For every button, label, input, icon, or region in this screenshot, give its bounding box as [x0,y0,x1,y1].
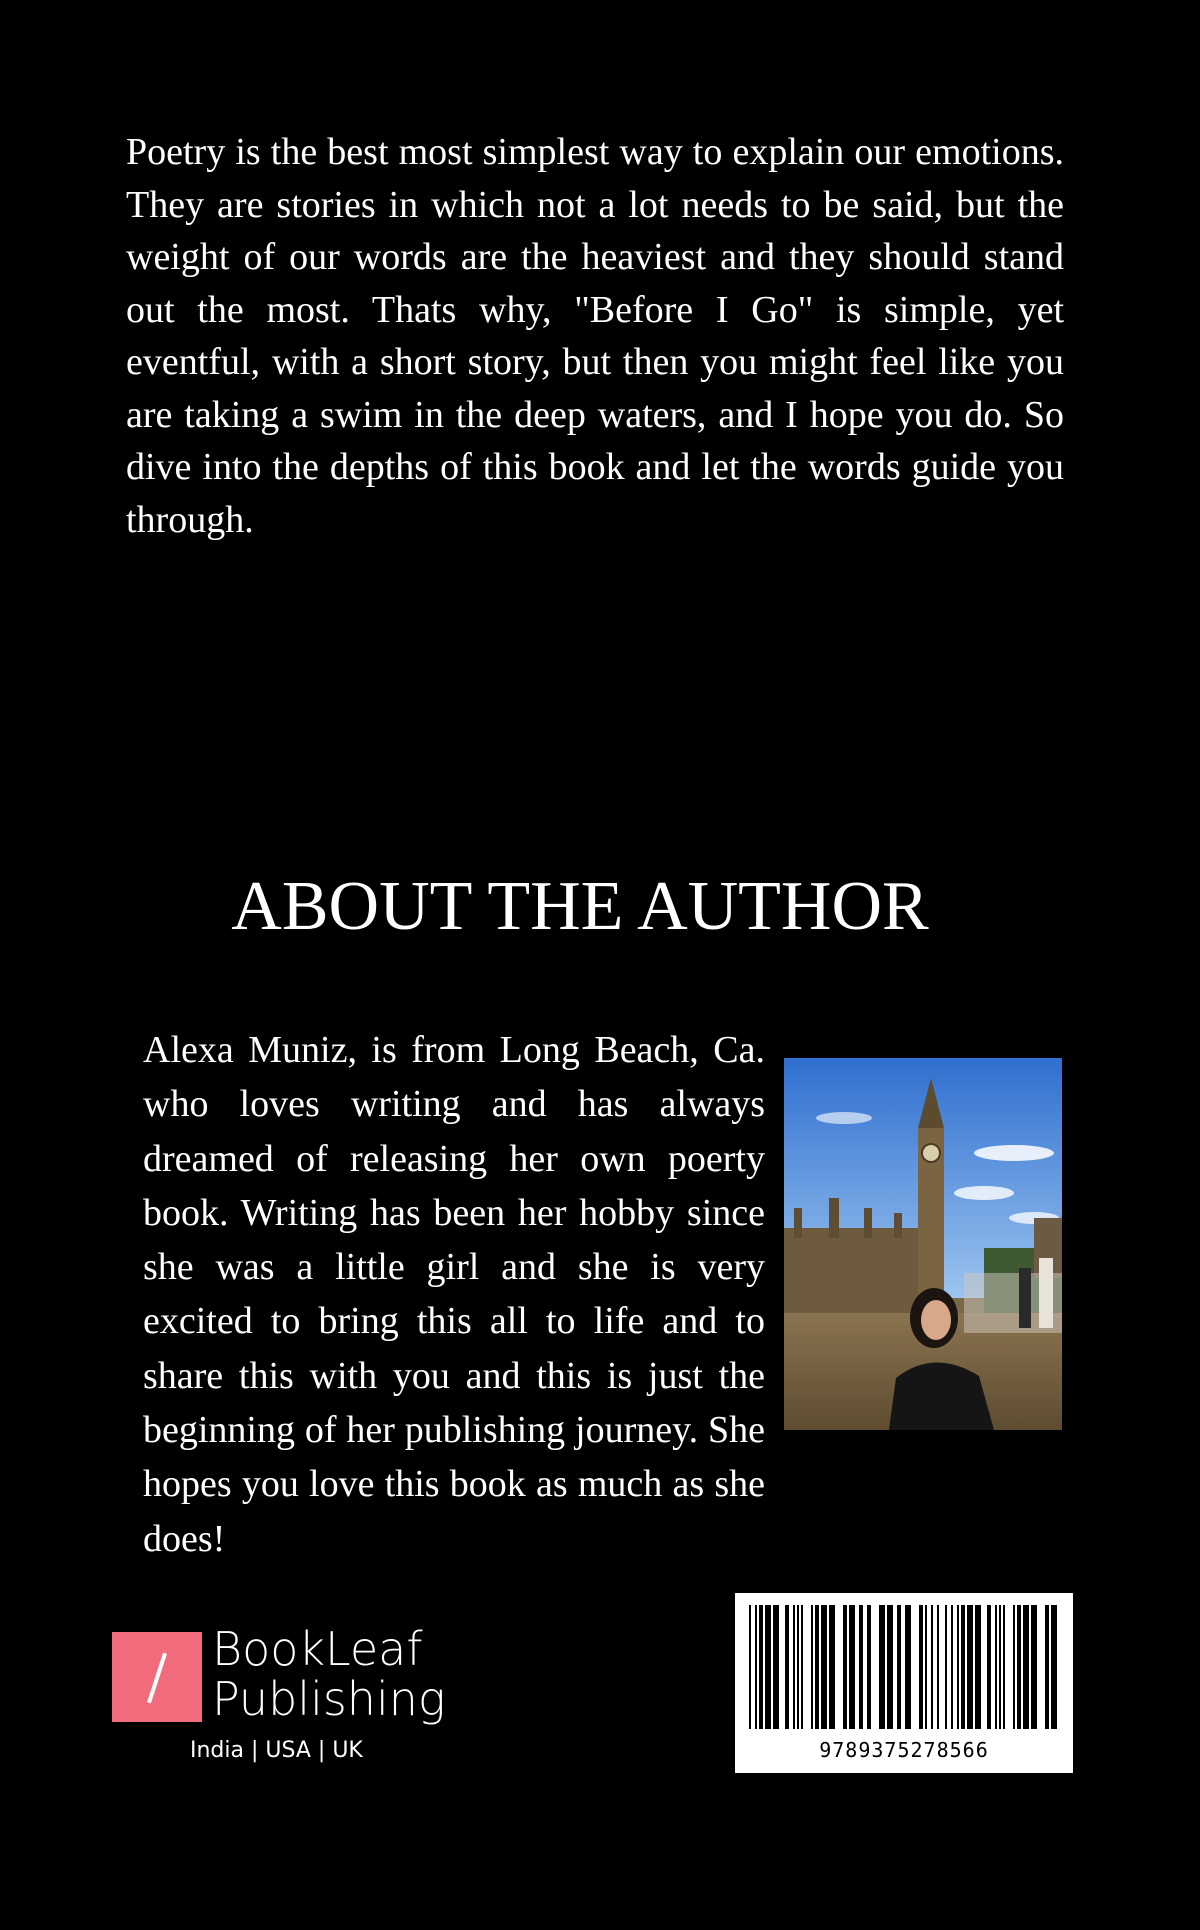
barcode-bar [1031,1605,1037,1729]
barcode-bar [755,1605,757,1729]
barcode-bar [849,1605,855,1729]
barcode-bar [785,1605,789,1729]
barcode-bar [749,1605,751,1729]
barcode-bar [773,1605,779,1729]
barcode-bar [937,1605,939,1729]
barcode-bar [987,1605,991,1729]
barcode-bar [957,1605,959,1729]
barcode-bar [905,1605,911,1729]
publisher-name-line1: BookLeaf [212,1622,423,1676]
barcode-bar [1045,1605,1049,1729]
barcode-bars [735,1593,1073,1733]
barcode-bar [765,1605,771,1729]
barcode-bar [1023,1605,1029,1729]
barcode-bar [945,1605,947,1729]
publisher-regions: India | USA | UK [190,1738,363,1763]
barcode-bar [843,1605,847,1729]
barcode-bar [821,1605,827,1729]
publisher-mark-icon [112,1632,202,1722]
barcode-bar [999,1605,1001,1729]
about-author-heading: ABOUT THE AUTHOR [231,868,929,945]
barcode-bar [797,1605,799,1729]
barcode-bar [961,1605,965,1729]
barcode-bar [801,1605,803,1729]
publisher-logo [112,1622,452,1778]
barcode-bar [829,1605,835,1729]
barcode-bar [887,1605,893,1729]
author-photo-image [784,1058,1062,1430]
barcode-bar [1003,1605,1005,1729]
barcode-bar [1051,1605,1057,1729]
barcode-bar [879,1605,885,1729]
barcode-bar [995,1605,997,1729]
barcode-bar [859,1605,863,1729]
barcode-bar [759,1605,763,1729]
back-cover-blurb: Poetry is the best most simplest way to explain our emotions. They are stories in which not a lot needs to be said, but the weight of our words are the heaviest and they should stand out the most. Thats why, "Before I Go" is simple, yet eventful, with a short story, but then you might feel like you are taking a swim in the deep waters, and I hope you do. So dive into the depths of this book and let the words guide you through. [126,131,1064,541]
barcode-bar [931,1605,933,1729]
publisher-name [212,1624,446,1724]
barcode-bar [967,1605,973,1729]
barcode-bar [951,1605,953,1729]
publisher-name-line2: Publishing [212,1672,446,1726]
isbn-number: 9789375278566 [819,1738,989,1762]
barcode-bar [867,1605,871,1729]
author-photo [784,1058,1062,1430]
barcode-bar [811,1605,813,1729]
author-bio: Alexa Muniz, is from Long Beach, Ca. who loves writing and has always dreamed of releasing her own poerty book. Writing has been her hobby since she was a little girl and she is very excited to bring this all to life and to share this with you and this is just the beginning of her publishing journey. She hopes you love this book as much as she does! [143,1029,765,1560]
barcode-bar [815,1605,819,1729]
barcode-bar [793,1605,795,1729]
barcode-bar [975,1605,981,1729]
barcode-bar [919,1605,923,1729]
barcode-bar [897,1605,901,1729]
isbn-barcode [735,1593,1073,1773]
barcode-bar [1013,1605,1015,1729]
barcode-bar [925,1605,927,1729]
barcode-bar [1017,1605,1021,1729]
